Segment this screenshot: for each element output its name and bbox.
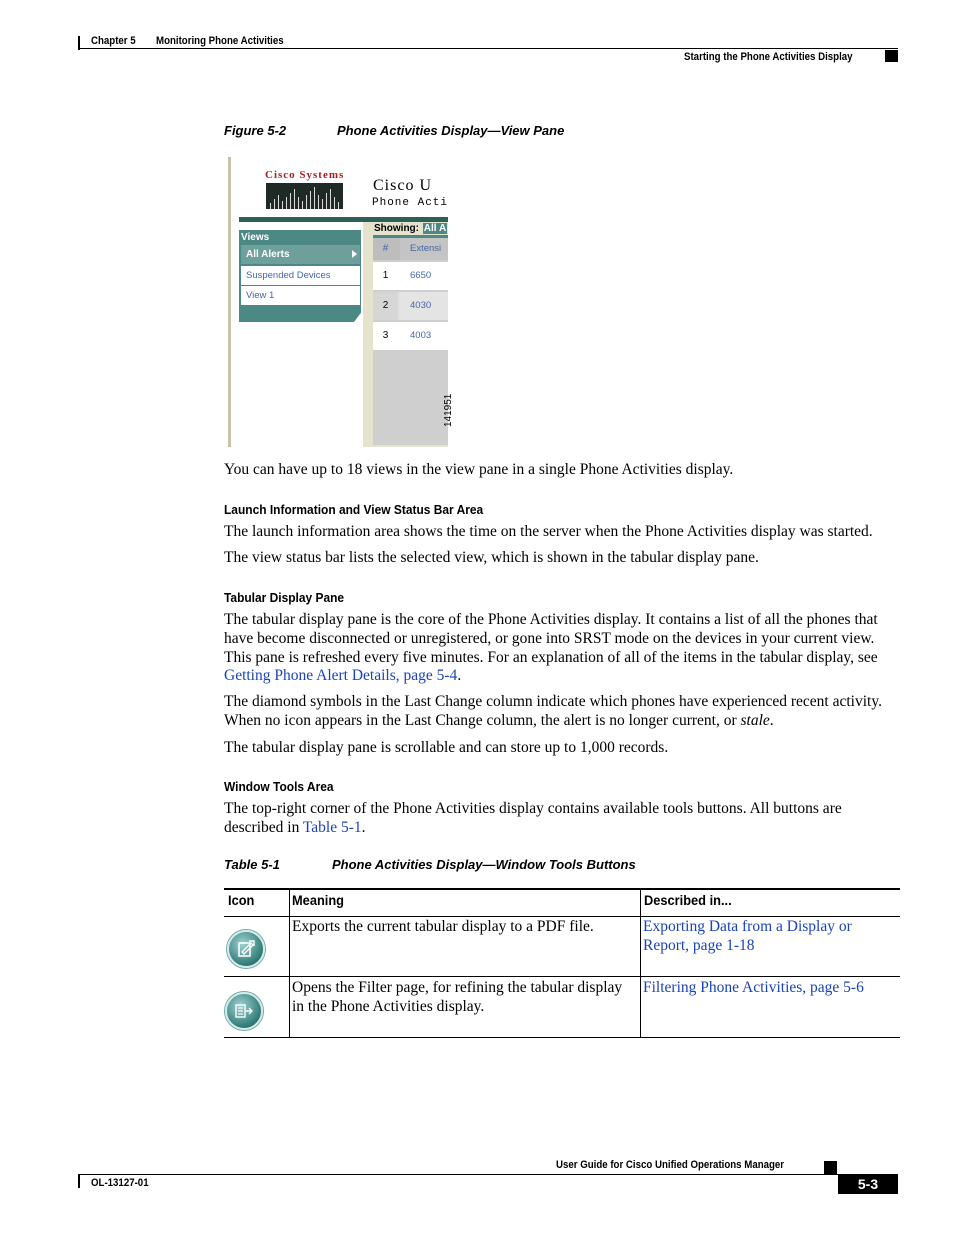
header-marker bbox=[885, 50, 898, 62]
cisco-logo-icon bbox=[266, 183, 343, 209]
view-item-label: Suspended Devices bbox=[246, 270, 331, 281]
figure-label: Figure 5-2 bbox=[224, 123, 287, 138]
filter-icon bbox=[225, 992, 263, 1030]
text: The diamond symbols in the Last Change column indicate which phones have experienced recent activity. When no icon appears in the Last Change column, the alert is no longer current, or bbox=[224, 693, 882, 729]
column-header-icon: Icon bbox=[228, 893, 255, 908]
column-header-extension[interactable]: Extensi bbox=[400, 238, 448, 260]
view-status-bar bbox=[373, 223, 447, 234]
link-getting-phone-alert-details[interactable]: Getting Phone Alert Details, page 5-4 bbox=[224, 667, 458, 685]
footer-rule bbox=[80, 1174, 898, 1175]
heading-launch-info: Launch Information and View Status Bar Area bbox=[224, 502, 484, 517]
showing-value: All A bbox=[423, 223, 447, 234]
table-bottom-rule bbox=[224, 1037, 900, 1038]
footer-marker bbox=[824, 1161, 837, 1174]
text: . bbox=[361, 818, 366, 836]
table-column-divider bbox=[289, 889, 290, 1037]
alerts-table bbox=[373, 235, 448, 445]
app-subtitle: Phone Acti bbox=[372, 197, 449, 209]
arrow-right-icon bbox=[352, 250, 357, 258]
views-header: Views bbox=[241, 232, 270, 243]
footer-guide-title: User Guide for Cisco Unified Operations Manager bbox=[556, 1159, 785, 1171]
link-exporting-data[interactable]: Exporting Data from a Display or Report, page 1-18 bbox=[643, 918, 852, 954]
header-rule bbox=[80, 48, 898, 49]
table-header-rule bbox=[224, 916, 900, 917]
link-filtering-phone-activities[interactable]: Filtering Phone Activities, page 5-6 bbox=[643, 979, 864, 996]
cisco-logo-text: Cisco Systems bbox=[265, 169, 345, 181]
header-chapter-title: Monitoring Phone Activities bbox=[156, 35, 284, 47]
view-item-label: View 1 bbox=[246, 290, 275, 301]
view-item-suspended-devices[interactable] bbox=[241, 266, 360, 285]
row-number: 3 bbox=[373, 322, 398, 350]
table-title: Phone Activities Display—Window Tools Buttons bbox=[332, 857, 636, 872]
paragraph-tabular-pane bbox=[224, 611, 900, 686]
text: . bbox=[457, 667, 462, 685]
view-item-view-1[interactable] bbox=[241, 286, 360, 305]
paragraph-diamond-symbols bbox=[224, 693, 900, 731]
row-meaning: Exports the current tabular display to a PDF file. bbox=[292, 918, 594, 935]
text: The tabular display pane is the core of the Phone Activities display. It contains a list of all the phones that have become disconnected or unregistered, or gone into SRST mode on the devices in your current view. This pane is refreshed every five minutes. For an explanation of all of the items in the tabular display, see bbox=[224, 611, 878, 666]
table-header-row bbox=[373, 238, 448, 260]
table-label: Table 5-1 bbox=[224, 857, 280, 872]
table-row[interactable] bbox=[373, 292, 448, 320]
paragraph-views-limit: You can have up to 18 views in the view pane in a single Phone Activities display. bbox=[224, 461, 734, 478]
heading-window-tools: Window Tools Area bbox=[224, 779, 334, 794]
link-table-5-1[interactable]: Table 5-1 bbox=[302, 818, 362, 836]
footer-doc-id: OL-13127-01 bbox=[91, 1177, 149, 1189]
header-section: Starting the Phone Activities Display bbox=[684, 51, 853, 63]
app-title: Cisco U bbox=[373, 177, 432, 194]
text: . bbox=[769, 711, 774, 729]
export-pdf-icon bbox=[227, 930, 265, 968]
paragraph-launch-info: The launch information area shows the time on the server when the Phone Activities display was started. bbox=[224, 523, 873, 540]
page-number: 5-3 bbox=[838, 1175, 898, 1194]
view-item-label: All Alerts bbox=[246, 249, 290, 260]
column-header-meaning: Meaning bbox=[292, 893, 345, 908]
row-meaning: Opens the Filter page, for refining the tabular display in the Phone Activities display. bbox=[292, 979, 623, 1015]
table-top-rule bbox=[224, 888, 900, 890]
paragraph-window-tools bbox=[224, 800, 900, 838]
showing-label: Showing: bbox=[374, 223, 419, 234]
figure-screenshot bbox=[228, 157, 454, 447]
tabular-pane-fragment bbox=[363, 222, 448, 447]
paragraph-scrollable: The tabular display pane is scrollable and can store up to 1,000 records. bbox=[224, 739, 669, 756]
figure-title: Phone Activities Display—View Pane bbox=[337, 123, 565, 138]
paragraph-view-status-bar: The view status bar lists the selected view, which is shown in the tabular display pane. bbox=[224, 549, 759, 566]
views-pane-corner bbox=[354, 310, 363, 322]
emphasis-stale: stale bbox=[740, 711, 770, 729]
row-extension[interactable]: 4030 bbox=[400, 292, 448, 320]
view-item-all-alerts[interactable] bbox=[241, 245, 360, 264]
row-number: 1 bbox=[373, 262, 398, 290]
figure-id: 141951 bbox=[443, 393, 454, 427]
table-row[interactable] bbox=[373, 262, 448, 290]
row-number: 2 bbox=[373, 292, 398, 320]
table-column-divider bbox=[640, 889, 641, 1037]
footer-left-bar bbox=[78, 1174, 80, 1188]
views-pane bbox=[239, 230, 361, 322]
column-header-number[interactable]: # bbox=[382, 243, 389, 254]
table-row[interactable] bbox=[373, 322, 448, 350]
column-header-described-in: Described in... bbox=[644, 893, 732, 908]
row-extension[interactable]: 4003 bbox=[400, 322, 448, 350]
table-row-rule bbox=[224, 976, 900, 977]
text: The top-right corner of the Phone Activities display contains available tools buttons. All buttons are described in bbox=[224, 800, 842, 836]
heading-tabular-pane: Tabular Display Pane bbox=[224, 590, 345, 605]
header-chapter: Chapter 5 bbox=[91, 35, 136, 47]
row-extension[interactable]: 6650 bbox=[400, 262, 448, 290]
